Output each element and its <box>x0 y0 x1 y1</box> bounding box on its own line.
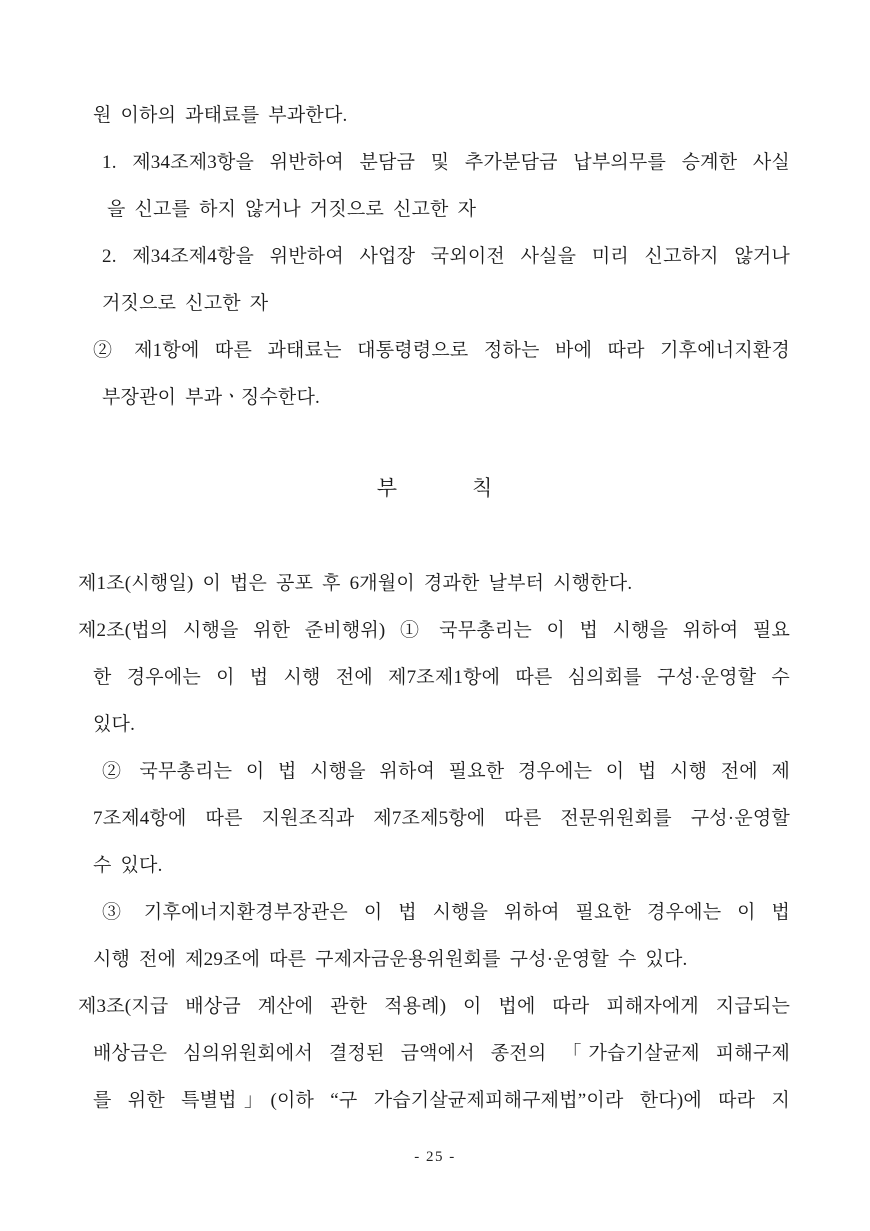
text-line: 을 신고를 하지 않거나 거짓으로 신고한 자 <box>107 199 477 220</box>
text-line: ② 제1항에 따른 과태료는 대통령령으로 정하는 바에 따라 기후에너지환경 <box>93 340 790 361</box>
addendum-heading: 부 칙 <box>376 476 494 500</box>
text-line: 있다. <box>93 714 136 735</box>
text-line: 를 위한 특별법」(이하 “구 가습기살균제피해구제법”이라 한다)에 따라 지 <box>93 1090 790 1111</box>
text-line: 부장관이 부과ㆍ징수한다. <box>102 387 320 408</box>
text-line: 시행 전에 제29조에 따른 구제자금운용위원회를 구성·운영할 수 있다. <box>93 949 688 970</box>
text-line: 수 있다. <box>93 855 163 876</box>
text-line: 7조제4항에 따른 지원조직과 제7조제5항에 따른 전문위원회를 구성·운영할 <box>93 808 790 829</box>
page-number: - 25 - <box>414 1149 456 1165</box>
text-line: 제1조(시행일) 이 법은 공포 후 6개월이 경과한 날부터 시행한다. <box>78 573 633 594</box>
text-line: 2. 제34조제4항을 위반하여 사업장 국외이전 사실을 미리 신고하지 않거나 <box>102 246 790 267</box>
text-line: 제2조(법의 시행을 위한 준비행위) ① 국무총리는 이 법 시행을 위하여 필요 <box>78 620 790 641</box>
section-addendum <box>78 560 790 1124</box>
text-line: ③ 기후에너지환경부장관은 이 법 시행을 위하여 필요한 경우에는 이 법 <box>102 902 790 923</box>
section-penalty-provisions <box>78 92 790 421</box>
text-line: ② 국무총리는 이 법 시행을 위하여 필요한 경우에는 이 법 시행 전에 제 <box>102 761 790 782</box>
text-line: 원 이하의 과태료를 부과한다. <box>93 105 348 126</box>
text-line: 제3조(지급 배상금 계산에 관한 적용례) 이 법에 따라 피해자에게 지급되는 <box>78 996 790 1017</box>
text-line: 배상금은 심의위원회에서 결정된 금액에서 종전의 「가습기살균제 피해구제 <box>93 1043 790 1064</box>
text-line: 1. 제34조제3항을 위반하여 분담금 및 추가분담금 납부의무를 승계한 사실 <box>102 152 790 173</box>
text-line: 한 경우에는 이 법 시행 전에 제7조제1항에 따른 심의회를 구성·운영할 수 <box>93 667 790 688</box>
text-line: 거짓으로 신고한 자 <box>102 293 269 314</box>
